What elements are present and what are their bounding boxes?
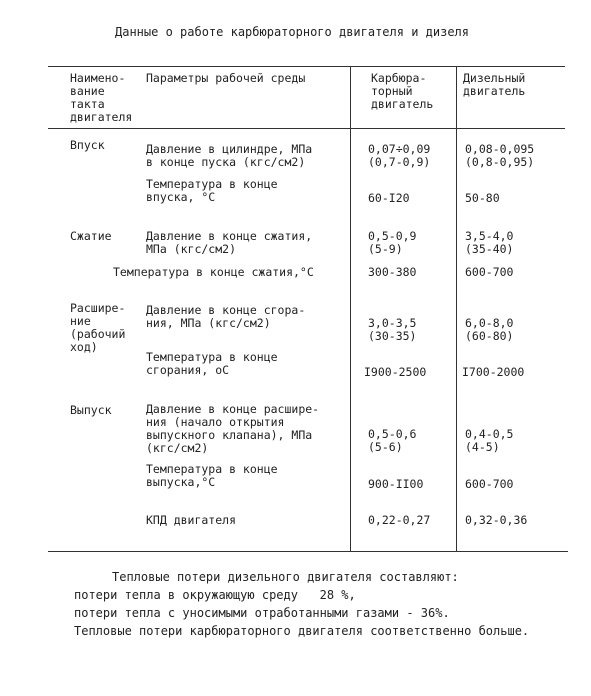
carb-value-cell: 0,5-0,6 (5-6) (368, 427, 417, 454)
carb-value-cell: 0,22-0,27 (368, 513, 431, 527)
column-divider-carb (350, 66, 351, 551)
parameter-cell: Температура в конце выпуска,°С (146, 462, 278, 489)
header-carburetor-engine: Карбюра- торный двигатель (371, 71, 434, 111)
stroke-label: Впуск (70, 138, 105, 152)
carb-value-cell: I900-2500 (364, 365, 427, 379)
carb-value-cell: 300-380 (368, 265, 417, 279)
table-bottom-rule (48, 551, 568, 552)
footer-line: потери тепла в окружающую среду 28 %, (74, 588, 356, 602)
parameter-cell: Температура в конце сжатия,°С (113, 265, 314, 279)
diesel-value-cell: 0,08-0,095 (0,8-0,95) (465, 142, 535, 169)
parameter-cell: Давление в конце расшире- ния (начало открытия выпускного клапана), МПа (кгс/см2) (146, 402, 320, 455)
stroke-label: Выпуск (70, 403, 112, 417)
diesel-value-cell: 600-700 (465, 477, 514, 491)
diesel-value-cell: 50-80 (465, 191, 500, 205)
diesel-value-cell: 0,4-0,5 (4-5) (465, 427, 514, 454)
parameter-cell: Давление в конце сгора- ния, МПа (кгс/см2) (146, 303, 306, 330)
table-top-rule (48, 66, 565, 67)
document-title: Данные о работе карбюраторного двигателя и дизеля (115, 25, 470, 39)
header-stroke-name: Наимено- вание такта двигателя (70, 71, 133, 124)
diesel-value-cell: 6,0-8,0 (60-80) (465, 316, 514, 343)
parameter-cell: КПД двигателя (146, 513, 237, 527)
diesel-value-cell: 3,5-4,0 (35-40) (465, 229, 514, 256)
parameter-cell: Давление в конце сжатия, МПа (кгс/см2) (146, 229, 313, 256)
footer-line: потери тепла с уносимыми отработанными газами - 36%. (74, 606, 450, 620)
parameter-cell: Давление в цилиндре, МПа в конце пуска (кгс/см2) (146, 142, 313, 169)
stroke-label: Расшире- ние (рабочий ход) (70, 301, 126, 354)
carb-value-cell: 900-II00 (368, 477, 424, 491)
carb-value-cell: 60-I20 (368, 191, 410, 205)
header-parameters: Параметры рабочей среды (146, 71, 306, 85)
column-divider-diesel (456, 66, 457, 551)
carb-value-cell: 3,0-3,5 (30-35) (368, 316, 417, 343)
diesel-value-cell: 600-700 (465, 265, 514, 279)
diesel-value-cell: I700-2000 (462, 365, 525, 379)
footer-line: Тепловые потери карбюраторного двигателя соответственно больше. (74, 624, 530, 638)
parameter-cell: Температура в конце сгорания, оС (146, 350, 278, 377)
footer-line: Тепловые потери дизельного двигателя составляют: (112, 570, 459, 584)
table-header-rule (48, 128, 565, 129)
carb-value-cell: 0,07÷0,09 (0,7-0,9) (368, 142, 431, 169)
carb-value-cell: 0,5-0,9 (5-9) (368, 229, 417, 256)
parameter-cell: Температура в конце впуска, °С (146, 177, 278, 204)
header-diesel-engine: Дизельный двигатель (463, 71, 526, 98)
diesel-value-cell: 0,32-0,36 (465, 513, 528, 527)
stroke-label: Сжатие (70, 229, 112, 243)
